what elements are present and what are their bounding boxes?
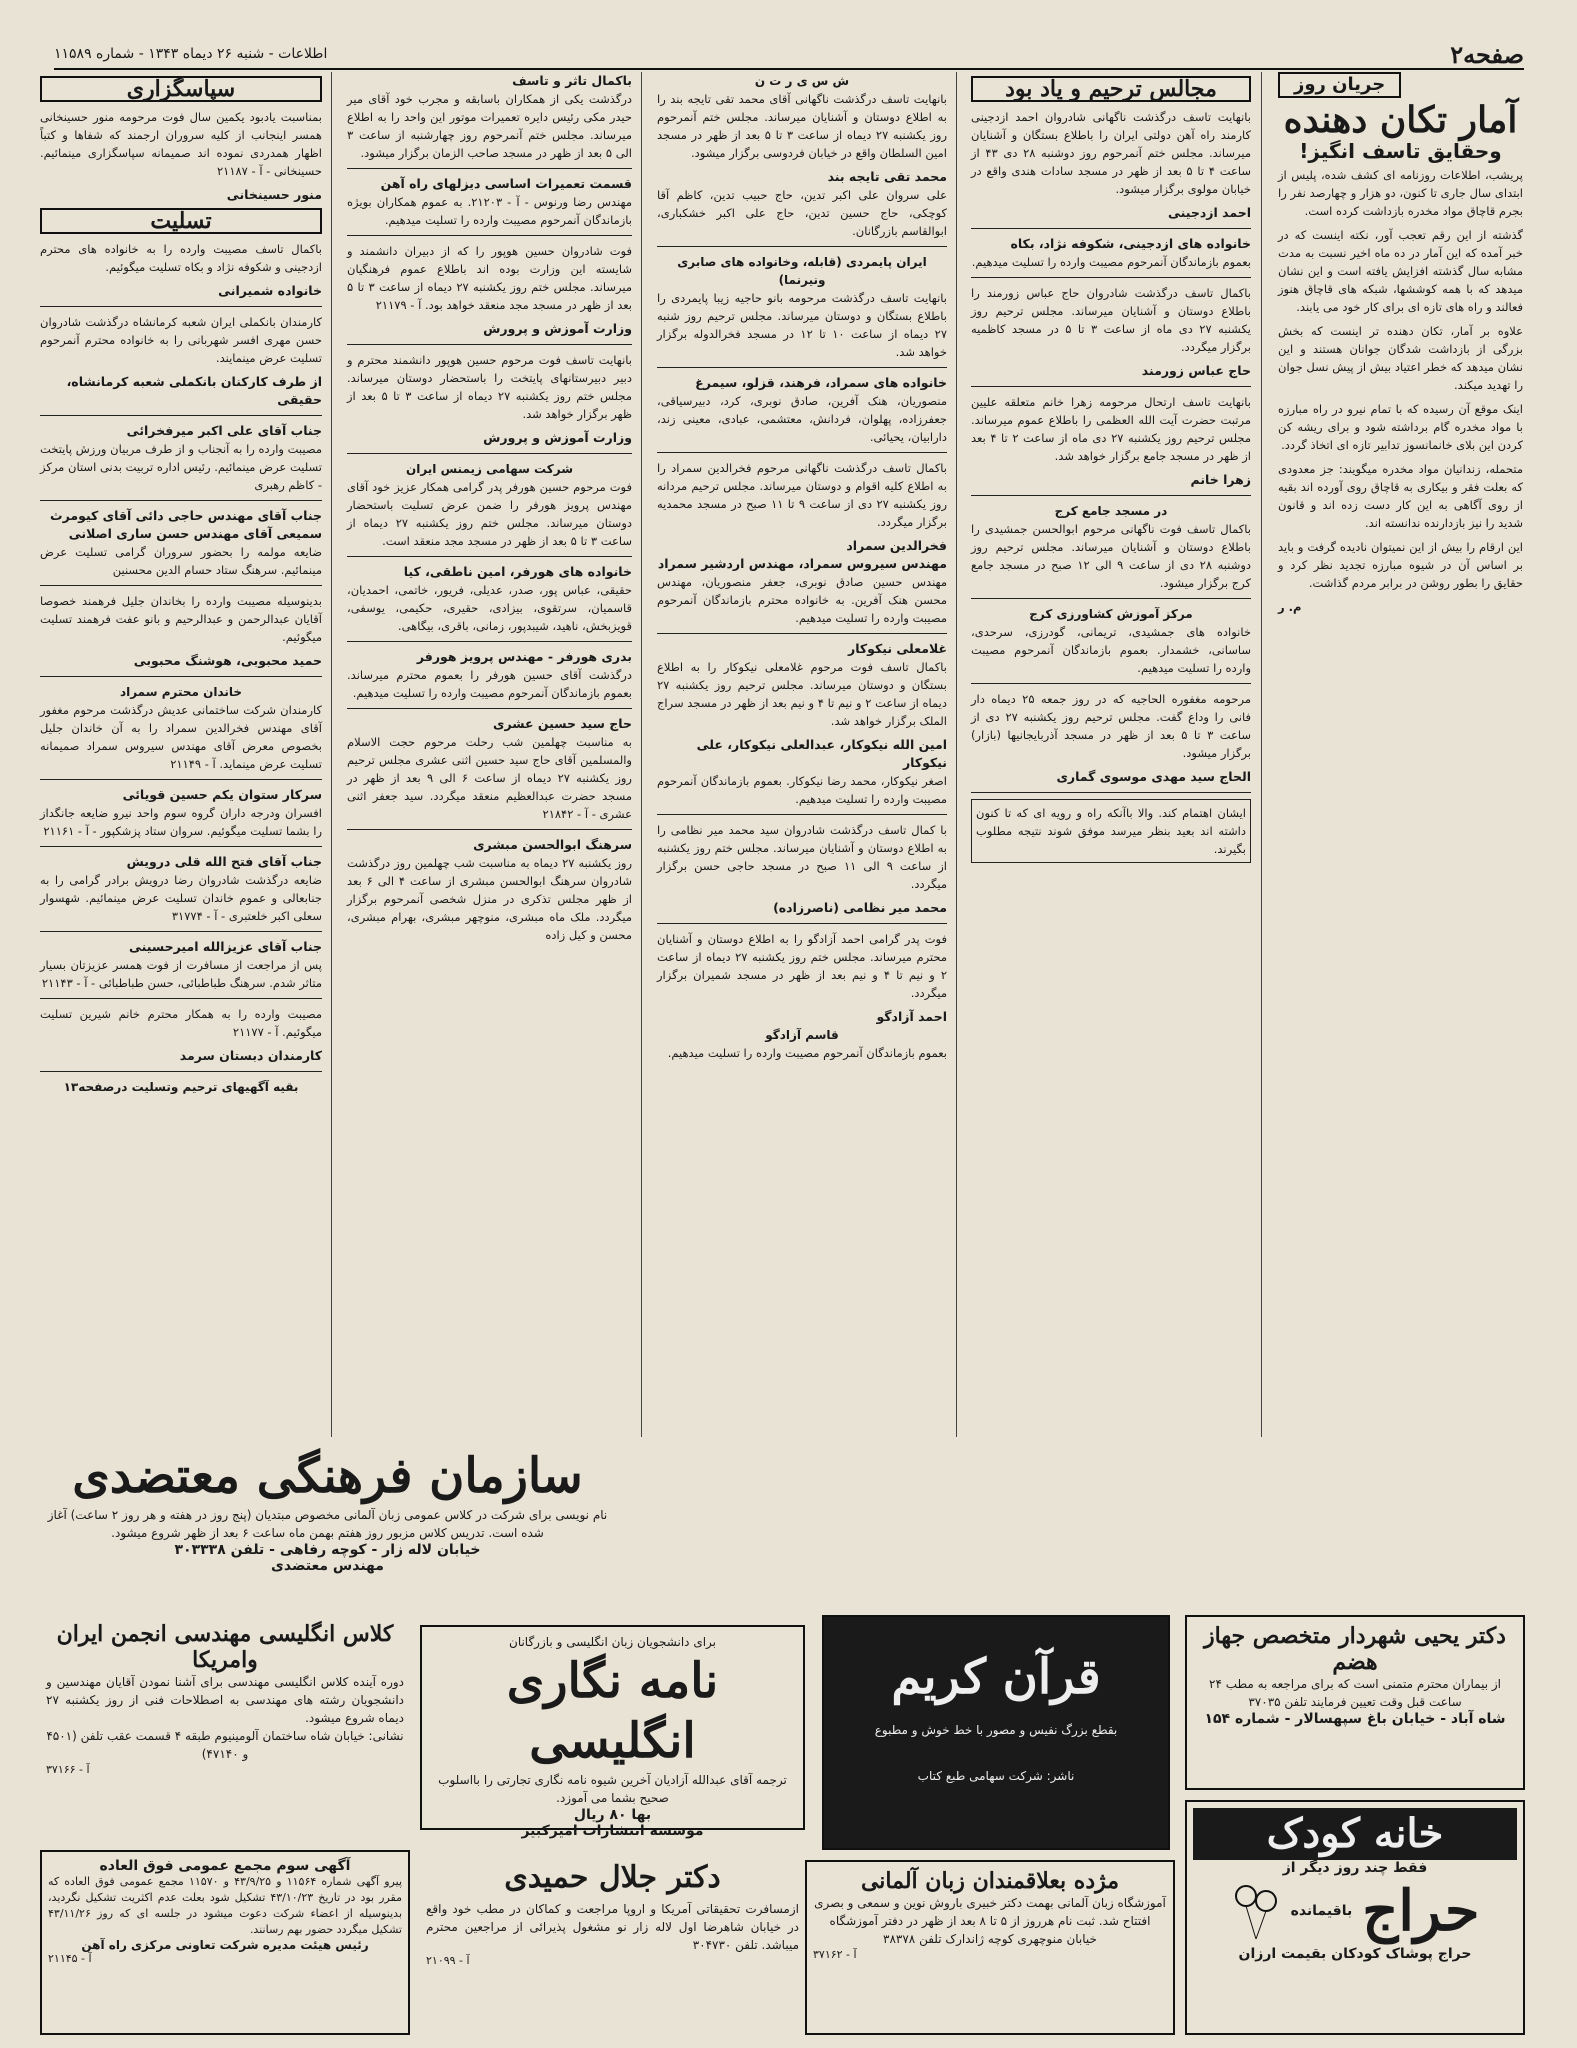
ad-title: مژده بعلاقمندان زبان آلمانی — [860, 1868, 1120, 1894]
ad-quran — [822, 1615, 1170, 1850]
editorial-paragraph: اینک موقع آن رسیده که با تمام نیرو در راه مبارزه با مواد مخدره گام برداشته شود و برای ریشه کن کردن این بلای خانمانسوز تدابیر تازه ای اتخاذ گردد. — [1278, 402, 1523, 452]
ad-iran-america — [40, 1615, 410, 1845]
ad-signature: رئیس هیئت مدیره شرکت تعاونی مرکزی راه آهن — [81, 1938, 369, 1952]
ad-code: آ - ۲۱۱۴۵ — [48, 1952, 92, 1965]
notice: سرکار ستوان یکم حسین قویائی افسران ودرجه داران گروه سوم واحد نیرو ضایعه جانگداز را بشما تسلیت میگوئیم. سروان ستاد پزشکپور - آ - ۲۱۱۶۱ — [40, 787, 322, 838]
ad-text: آموزشگاه زبان آلمانی بهمت دکتر خبیری باروش نوین و سمعی و بصری افتتاح شد. ثبت نام هرروز از ۵ تا ۸ بعد از ظهر در دفتر آموزشگاه خیابان منوچهری کوچه ژاندارک تلفن ۳۸۳۷۸ — [814, 1896, 1166, 1946]
ad-text: بقطع بزرگ نفیس و مصور با خط خوش و مطبوع — [874, 1723, 1118, 1737]
notice: جناب آقای مهندس حاجی دائی آقای کیومرث سمیعی آقای مهندس حسن ساری اصلانی ضایعه مولمه را بحضور سروران گرامی تسلیت عرض مینمائیم. سرهنگ ستاد حسام الدین محسنین — [40, 508, 322, 577]
editorial-column — [1278, 72, 1523, 1437]
ad-code: آ - ۲۱۰۹۹ — [426, 1954, 470, 1967]
ad-footer: ناشر: شرکت سهامی طبع کتاب — [917, 1769, 1075, 1783]
ad-german — [805, 1860, 1175, 2035]
editorial-paragraph: علاوه بر آمار، تکان دهنده تر اینست که بخش بزرگی از بازداشت شدگان جوانان هستند و این نشان میدهد که خطر اعتیاد بیش از پیش نسل جوان را تهدید میکند. — [1278, 324, 1523, 392]
ad-title: کلاس انگلیسی مهندسی انجمن ایران وامریکا — [56, 1621, 394, 1673]
ad-title: دکتر یحیی شهردار متخصص جهاز هضم — [1204, 1623, 1506, 1675]
obituary-column-3: ش س ی ر ت ن بانهایت تاسف درگذشت ناگهانی آقای محمد تقی تایجه بند را به اطلاع دوستان و آشنایان میرساند. مجلس ختم آنمرحوم روز یکشنبه ۲۷ دیماه از ساعت ۳ تا ۵ بعد از ظهر در مسجد امین السلطان واقع در خیابان فردوسی برگزار میشود. محمد تقی تایجه بند علی سروان علی اکبر تدین، حاج حبیب تدین، کاظم آقا کوچکی، حاج حسین تدین، حاج علی اکبر خشکباری، ابوالقاسم بازرگانان. ایران پایمردی (قابله، وخانواده های صابری ونیرنما) بانهایت تاسف درگذشت مرحومه بانو حاجیه زیبا پایمردی را باطلاع بستگان و دوستان میرساند. مجلس ترحیم روز شنبه ۲۷ دیماه از ساعت ۱۰ تا ۱۲ در مسجد فخرالدوله برگزار خواهد شد. خانواده های سمراد، فرهند، قزلو، سیمرغ منصوریان، هنک آفرین، صادق نوبری، کرد، دبیرسیاقی، جعفرزاده، پهلوان، فردانش، معتشمی، عبادی، معینی زند، دارابیان، یحیائی. باکمال تاسف درگذشت ناگهانی مرحوم فخرالدین سمراد را به اطلاع کلیه اقوام و دوستان میرساند. مجلس ترحیم مردانه روز یکشنبه ۲۷ دی از ساعت ۹ تا ۱۱ صبح در مسجد محمدیه برگزار میگردد. فخرالدین سمراد مهندس سیروس سمراد، مهندس اردشیر سمراد مهندس حسین صادق نوبری، جعفر منصوریان، مهندس محسن هنک آفرین. به خانواده محترم بازماندگان آنمرحوم مصیبت وارده را تسلیت میدهیم. غلامعلی نیکوکار باکمال تاسف فوت مرحوم غلامعلی نیکوکار را به اطلاع بستگان و دوستان میرساند. مجلس ترحیم روز یکشنبه ۲۷ دیماه از ساعت ۲ و نیم تا ۴ و نیم بعد از ظهر در مسجد سراج الملک برگزار خواهد شد. امین الله نیکوکار، عبدالعلی نیکوکار، علی نیکوکار اصغر نیکوکار، محمد رضا نیکوکار. بعموم بازماندگان آنمرحوم مصیبت وارده را تسلیت میدهیم. با کمال تاسف درگذشت شادروان سید محمد میر نظامی را به اطلاع دوستان و آشنایان میرساند. مجلس ختم روز یکشنبه از ساعت ۹ الی ۱۱ صبح در مسجد حاجی حسن برگزار میگردد. محمد میر نظامی (ناصرزاده) فوت پدر گرامی احمد آزادگو را به اطلاع دوستان و آشنایان محترم میرساند. مجلس ختم روز یکشنبه ۲۷ دیماه از ساعت ۲ و نیم تا ۴ و نیم بعد از ظهر در مسجد شمیران برگزار میگردد. احمد آزادگو قاسم آزادگو بعموم بازماندگان آنمرحوم مصیبت وارده را تسلیت میدهیم. — [657, 74, 948, 1060]
notice-names: مهندس سیروس سمراد، مهندس اردشیر سمراد — [657, 556, 947, 571]
ad-address: نشانی: خیابان شاه ساختمان آلومینیوم طبقه ۴ قسمت عقب تلفن (۴۵۰۱ و ۴۷۱۴۰) — [46, 1729, 404, 1761]
notice-names: علی سروان علی اکبر تدین، حاج حبیب تدین، کاظم آقا کوچکی، حاج حسین تدین، حاج علی اکبر خشکباری، ابوالقاسم بازرگانان. — [657, 188, 947, 238]
notice: در مسجد جامع کرج باکمال تاسف فوت ناگهانی مرحوم ابوالحسن جمشیدی را باطلاع دوستان و آشنایان میرساند. مجلس ترحیم روز دوشنبه ۲۸ دی از ساعت ۹ الی ۱۲ صبح در مسجد جامع کرج برگزار میشود. — [971, 504, 1252, 590]
notice: باکمال تاسف درگذشت شادروان حاج عباس زورمند را باطلاع دوستان و آشنایان میرساند. مجلس ترحیم روز یکشنبه ۲۷ دی ماه از ساعت ۳ تا ۵ در مسجد کاظمیه برگزار میگردد. حاج عباس زورمند — [971, 286, 1251, 378]
notice: بانهایت تاسف درگذشت ناگهانی آقای محمد تقی تایجه بند را به اطلاع دوستان و آشنایان میرساند. مجلس ختم آنمرحوم روز یکشنبه ۲۷ دیماه از ساعت ۳ تا ۵ بعد از ظهر در مسجد امین السلطان واقع در خیابان فردوسی برگزار میشود. محمد تقی تایجه بند — [657, 92, 948, 184]
ad-brand: خانه کودک — [1193, 1808, 1517, 1860]
notice: باکمال تاثر و تاسف درگذشت یکی از همکاران باسابقه و مجرب خود آقای میر حیدر مکی رئیس دایره تعمیرات موتور این واحد را به اطلاع میرساند. مجلس ختم آنمرحوم روز چهارشنبه از ساعت ۳ الی ۵ بعد از ظهر در مسجد صاحب الزمان برگزار میشود. — [347, 73, 632, 160]
ad-text: دوره آینده کلاس انگلیسی مهندسی برای آشنا نمودن آقایان مهندسین و دانشجویان رشته های مهندسی به اصطلاحات فنی از روز یکشنبه ۲۷ دیماه شروع میشود. — [46, 1675, 404, 1725]
ad-text: ترجمه آقای عبدالله آزادیان آخرین شیوه نامه نگاری تجارتی را بااسلوب صحیح بشما می آموزد. — [438, 1773, 787, 1805]
continued-text: ایشان اهتمام کند. والا باآنکه راه و رویه ای که تا کنون داشته اند بعید بنظر میرسد موفق شوند نتیجه مطلوب بگیرند. — [971, 799, 1251, 863]
ad-title: دکتر جلال حمیدی — [504, 1860, 721, 1895]
notice: حاج سید حسین عشری به مناسبت چهلمین شب رحلت مرحوم حجت الاسلام والمسلمین آقای حاج سید حسین اثنی عشری مجلس ترحیم روز یکشنبه ۲۷ دیماه از ساعت ۶ الی ۹ بعد از ظهر در مسجد حضرت عبدالعظیم منعقد میگردد. سید جعفر اثنی عشری - آ - ۲۱۸۴۲ — [347, 716, 632, 821]
column-divider — [331, 72, 332, 1437]
column-tag: جریان روز — [1278, 72, 1401, 98]
notice: بانهایت تاسف درگذشت ناگهانی شادروان احمد ازدجینی کارمند راه آهن دولتی ایران را باطلاع بستگان و آشنایان میرساند. مجلس ختم آنمرحوم روز دوشنبه ۲۸ دی ۴۳ از ساعت ۴ تا ۵ بعد از ظهر در مسجد سادات هندی واقع در خیابان مولوی برگزار میشود. احمد ازدجینی — [971, 110, 1252, 220]
notice: بدینوسیله مصیبت وارده را بخاندان جلیل فرهمند خصوصا آقایان عبدالرحمن و عبدالرحیم و بانو عفت فرهمند تسلیت میگوئیم. حمید محبوبی، هوشنگ محبوبی — [40, 594, 322, 668]
ad-title: آگهی سوم مجمع عمومی فوق العاده — [99, 1858, 351, 1874]
obituary-column-4 — [347, 72, 632, 1437]
notice: ایران پایمردی (قابله، وخانواده های صابری ونیرنما) بانهایت تاسف درگذشت مرحومه بانو حاجیه زیبا پایمردی را باطلاع بستگان و دوستان میرساند. مجلس ترحیم روز شنبه ۲۷ دیماه از ساعت ۱۰ تا ۱۲ در مسجد فخرالدوله برگزار خواهد شد. — [657, 255, 948, 359]
notice: شرکت سهامی زیمنس ایران فوت مرحوم حسین هورفر پدر گرامی همکار عزیز خود آقای مهندس پرویز هورفر را ضمن عرض تسلیت باستحضار دوستان میرساند. مجلس ختم روز یکشنبه ۲۷ دیماه از ساعت ۳ تا ۵ بعد از ظهر در مسجد مجد منعقد است. — [347, 462, 632, 548]
page-header — [54, 40, 1524, 70]
column-divider — [641, 72, 642, 1437]
notice: خانواده های هورفر، امین ناطقی، کیا حقیقی، عباس پور، صدر، عدیلی، فریور، خاتمی، احمدیان، قاسمیان، سرتقوی، بیزادی، حقیری، حکیمی، یوسفی، قویزبخش، ناهید، شیبدپور، زمانی، باقری، بیگاهی. — [347, 564, 632, 633]
ad-motazedi — [40, 1440, 615, 1605]
column-head: ش س ی ر ت ن — [754, 74, 850, 88]
notice: فوت پدر گرامی احمد آزادگو را به اطلاع دوستان و آشنایان محترم میرساند. مجلس ختم روز یکشنبه ۲۷ دیماه از ساعت ۲ و نیم تا ۴ و نیم بعد از ظهر در مسجد شمیران برگزار میگردد. احمد آزادگو — [657, 932, 947, 1024]
ad-text: پیرو آگهی شماره ۱۱۵۶۴ و ۴۳/۹/۲۵ و ۱۱۵۷۰ مجمع عمومی فوق العاده که مقرر بود در تاریخ ۴۳/۱۰/۲۳ تشکیل شود بعلت عدم اکثریت تشکیل نگردید، بدینوسیله از اعضاء شرکت دعوت میشود در جلسه ای که روز ۴۳/۱۱/۲۶ تشکیل میگردد حضور بهم رسانند. — [48, 1875, 403, 1936]
ad-publisher: موسسه انتشارات امیرکبیر — [521, 1823, 704, 1839]
ad-title: قرآن کریم — [891, 1649, 1101, 1705]
ad-address: خیابان لاله زار - کوچه رفاهی - تلفن ۳۰۳۳۳۸ — [174, 1542, 481, 1558]
ad-big: حراج — [1362, 1878, 1480, 1944]
editorial-paragraph: این ارقام را بیش از این نمیتوان نادیده گرفت و باید بر اساس آن در شیوه مبارزه تجدید نظر کرد و حقایق را بطور روشن در برابر مردم گذاشت. — [1278, 540, 1523, 590]
continued-note: بقیه آگهیهای ترحیم وتسلیت درصفحه۱۳ — [63, 1080, 299, 1094]
column-divider — [1261, 72, 1262, 1437]
notice: مصیبت وارده را به همکار محترم خانم شیرین تسلیت میگوئیم. آ - ۲۱۱۷۷ کارمندان دبستان سرمد — [40, 1007, 322, 1063]
notice: باکمال تاسف مصیبت وارده را به خانواده های محترم ازدجینی و شکوفه نژاد و بکاه تسلیت میگوئیم. خانواده شمیرانی — [40, 242, 322, 298]
notice: جناب آقای علی اکبر میرفخرائی مصیبت وارده را به آنجناب و از طرف مربیان ورزش پایتخت تسلیت عرض مینمائیم. رئیس اداره تربیت بدنی استان مرکز - کاظم رهبری — [40, 423, 322, 492]
ad-signature: مهندس معتضدی — [271, 1558, 384, 1574]
ad-side: باقیمانده — [1290, 1903, 1353, 1919]
page-number: صفحه۲ — [1450, 39, 1524, 69]
obituary-column-2 — [971, 72, 1251, 1437]
ad-text: نام نویسی برای شرکت در کلاس عمومی زبان آلمانی مخصوص مبتدیان (پنج روز در هفته و هر روز ۲ ساعت) آغاز شده است. تدریس کلاس مزبور روز هفتم بهمن ماه ساعت ۶ بعد از ظهر شروع میشود. — [47, 1508, 608, 1540]
section-heading: مجالس ترحیم و یاد بود — [971, 76, 1251, 102]
notice: مرکز آموزش کشاورزی کرج خانواده های جمشیدی، تریمانی، گودرزی، سرحدی، ساسانی، خشمدار. بعموم بازماندگان آنمرحوم مصیبت وارده را تسلیت میدهیم. — [971, 607, 1251, 675]
notice: جناب آقای فتح الله قلی درویش ضایعه درگذشت شادروان رضا درویش برادر گرامی را به جنابعالی و عموم خاندان تسلیت عرض مینمائیم. شهسوار سعلی اکبر خلعتبری - آ - ۳۱۷۷۴ — [40, 854, 322, 923]
notice: کارمندان بانکملی ایران شعبه کرمانشاه درگذشت شادروان حسن مهری افسر شهربانی را به خانواده محترم آنمرحوم تسلیت عرض مینمایند. از طرف کارکنان بانکملی شعبه کرمانشاه، حقیقی — [40, 315, 322, 407]
editorial-title: آمار تکان دهنده — [1283, 99, 1518, 141]
notice: با کمال تاسف درگذشت شادروان سید محمد میر نظامی را به اطلاع دوستان و آشنایان میرساند. مجلس ختم روز یکشنبه از ساعت ۹ الی ۱۱ صبح در مسجد حاجی حسن برگزار میگردد. محمد میر نظامی (ناصرزاده) — [657, 823, 947, 915]
notice: مرحومه مغفوره الحاجیه که در روز جمعه ۲۵ دیماه دار فانی را وداع گفت. مجلس ترحیم روز یکشنبه ۲۷ دی از ساعت ۳ تا ۵ بعد از ظهر در مسجد آذربایجانیها (بازار) برگزار میشود. الحاج سید مهدی موسوی گماری — [971, 692, 1252, 784]
notice: خانواده های سمراد، فرهند، قزلو، سیمرغ منصوریان، هنک آفرین، صادق نوبری، کرد، دبیرسیاقی، جعفرزاده، پهلوان، فردانش، معتشمی، عبادی، معینی زند، دارابیان، یحیائی. — [657, 375, 947, 444]
ad-text: از بیماران محترم متمنی است که برای مراجعه به مطب ۲۴ ساعت قبل وقت تعیین فرمایند تلفن ۳۷۰۳۵ — [1209, 1677, 1501, 1709]
editorial-signature: م. ر — [1278, 600, 1302, 614]
notice: بدری هورفر - مهندس پرویز هورفر درگذشت آقای حسین هورفر را بعموم محترم میرساند. بعموم بازماندگان آنمرحوم مصیبت وارده را تسلیت میدهیم. — [347, 649, 632, 700]
ad-top: فقط چند روز دیگر از — [1282, 1860, 1428, 1876]
ad-code: آ - ۳۷۱۶۲ — [813, 1948, 857, 1961]
notice: سرهنگ ابوالحسن مبشری روز یکشنبه ۲۷ دیماه به مناسبت شب چهلمین روز درگذشت شادروان سرهنگ ابوالحسن مبشری از ساعت ۴ الی ۶ بعد از ظهر مجلس تذکری در منزل شخصی آنمرحوم برگزار میگردد. ملک ماه مبشری، منوچهر مبشری، بهرام مبشری، محسن و کیل زاده — [347, 837, 633, 942]
editorial-subtitle: وحقایق تاسف انگیز! — [1299, 139, 1502, 163]
ad-general-meeting — [40, 1850, 410, 2035]
column-divider — [956, 72, 957, 1437]
ad-code: آ - ۳۷۱۶۶ — [46, 1763, 90, 1776]
ad-kids-sale — [1185, 1800, 1525, 2035]
ad-title: سازمان فرهنگی معتضدی — [72, 1448, 583, 1504]
ad-yahya — [1185, 1615, 1525, 1790]
ad-top: برای دانشجویان زبان انگلیسی و بازرگانان — [509, 1635, 716, 1649]
notice: جناب آقای عزیزالله امیرحسینی پس از مراجعت از مسافرت از فوت همسر عزیزتان بسیار متاثر شدم. سرهنگ طباطبائی، حسن طباطبائی - آ - ۲۱۱۴۳ — [40, 939, 322, 990]
editorial-paragraph: متحمله، زندانیان مواد مخدره میگویند: جز معدودی که بعلت فقر و بیکاری به قاچاق روی آورده اند بقیه از روی آگاهی به این کار دست زده اند و قانون شدید را نیز بازدارنده ندانسته اند. — [1278, 462, 1523, 530]
ad-price: بها ۸۰ ریال — [573, 1807, 652, 1823]
ad-english-letters — [420, 1625, 805, 1839]
notice: بانهایت تاسف ارتحال مرحومه زهرا خانم متعلقه علیین مرتبت حضرت آیت الله العظمی را باطلاع عموم میرساند. مجلس ترحیم روز یکشنبه ۲۷ دی ماه از ساعت ۲ تا ۴ بعد از ظهر در مسجد جامع برگزار خواهد شد. زهرا خانم — [971, 395, 1251, 487]
notice: بمناسبت یادبود یکمین سال فوت مرحومه منور حسینخانی همسر اینجانب از کلیه سروران ارجمند که شفاها و کتباً اظهار همدردی نموده اند صمیمانه سپاسگزاری مینمائیم. حسینخانی - آ - ۲۱۱۸۷ منور حسینخانی — [40, 110, 322, 202]
notice: خاندان محترم سمراد کارمندان شرکت ساختمانی عدیش درگذشت مرحوم مغفور آقای مهندس فخرالدین سمراد را به آن خاندان جلیل بخصوص معرض آقای مهندس سیروس سمراد صمیمانه تسلیت عرض مینماید. آ - ۲۱۱۴۹ — [40, 685, 322, 771]
notice: قسمت تعمیرات اساسی دیزلهای راه آهن مهندس رضا ورنوس - آ - ۲۱۲۰۳. به عموم همکاران بویژه بازماندگان آنمرحوم مصیبت وارده را تسلیت میدهیم. — [347, 176, 632, 227]
notice: فوت شادروان حسین هوپور را که از دبیران دانشمند و شایسته این وزارت بوده اند باطلاع عموم فرهنگیان میرساند. مجلس ختم روز یکشنبه ۲۷ دیماه از ساعت ۳ تا ۵ بعد از ظهر در مسجد مجد منعقد خواهد بود. آ - ۲۱۱۷۹ وزارت آموزش و پرورش — [347, 244, 632, 336]
issue-meta: اطلاعات - شنبه ۲۶ دیماه ۱۳۴۳ - شماره ۱۱۵۸۹ — [54, 46, 328, 62]
editorial-paragraph: پریشب، اطلاعات روزنامه ای کشف شده، پلیس از ابتدای سال جاری تا کنون، دو هزار و چهارصد نفر را بجرم قاچاق مواد مخدره بازداشت کرده است. — [1278, 168, 1523, 218]
section-heading: سپاسگزاری — [40, 76, 322, 102]
notice: غلامعلی نیکوکار باکمال تاسف فوت مرحوم غلامعلی نیکوکار را به اطلاع بستگان و دوستان میرساند. مجلس ترحیم روز یکشنبه ۲۷ دیماه از ساعت ۲ و نیم تا ۴ و نیم بعد از ظهر در مسجد سراج الملک برگزار خواهد شد. — [657, 641, 947, 728]
condolence-column — [40, 72, 322, 1437]
ad-title: نامه نگاری انگلیسی — [506, 1653, 719, 1769]
notice: بانهایت تاسف فوت مرحوم حسین هوپور دانشمند محترم و دبیر دبیرستانهای پایتخت را باستحضار دوستان میرساند. مجلس ختم روز یکشنبه ۲۷ دیماه از ساعت ۳ تا ۵ بعد از ظهر برگزار خواهد شد. وزارت آموزش و پرورش — [347, 353, 632, 445]
ad-bottom: حراج پوشاک کودکان بقیمت ارزان — [1238, 1946, 1472, 1962]
notice: خانواده های ازدجینی، شکوفه نژاد، بکاه بعموم بازماندگان آنمرحوم مصیبت وارده را تسلیت میدهیم. — [971, 236, 1251, 269]
ad-hamidi — [420, 1850, 805, 2035]
balloons-icon — [1231, 1881, 1281, 1941]
section-heading: تسلیت — [40, 208, 322, 234]
ad-text: ازمسافرت تحقیقاتی آمریکا و اروپا مراجعت و کماکان در مطب خود واقع در خیابان شاهرضا اول لاله زار نو مشغول پذیرائی از مراجعین محترم میباشد. تلفن ۳۰۴۷۳۰ — [426, 1902, 799, 1952]
notice: باکمال تاسف درگذشت ناگهانی مرحوم فخرالدین سمراد را به اطلاع کلیه اقوام و دوستان میرساند. مجلس ترحیم مردانه روز یکشنبه ۲۷ دی از ساعت ۹ تا ۱۱ صبح در مسجد محمدیه برگزار میگردد. فخرالدین سمراد — [657, 461, 948, 553]
editorial-paragraph: گذشته از این رقم تعجب آور، نکته اینست که در خبر آمده که این آمار در ده ماه اخیر نسبت به مدت مشابه سال گذشته افزایش یافته است و این نشان میدهد که با همه کوششها، شبکه های قاچاق هنوز فعالند و راه های تازه ای برای کار خود می یابند. — [1278, 228, 1523, 314]
ad-address: شاه آباد - خیابان باغ سپهسالار - شماره ۱۵۴ — [1204, 1711, 1506, 1727]
